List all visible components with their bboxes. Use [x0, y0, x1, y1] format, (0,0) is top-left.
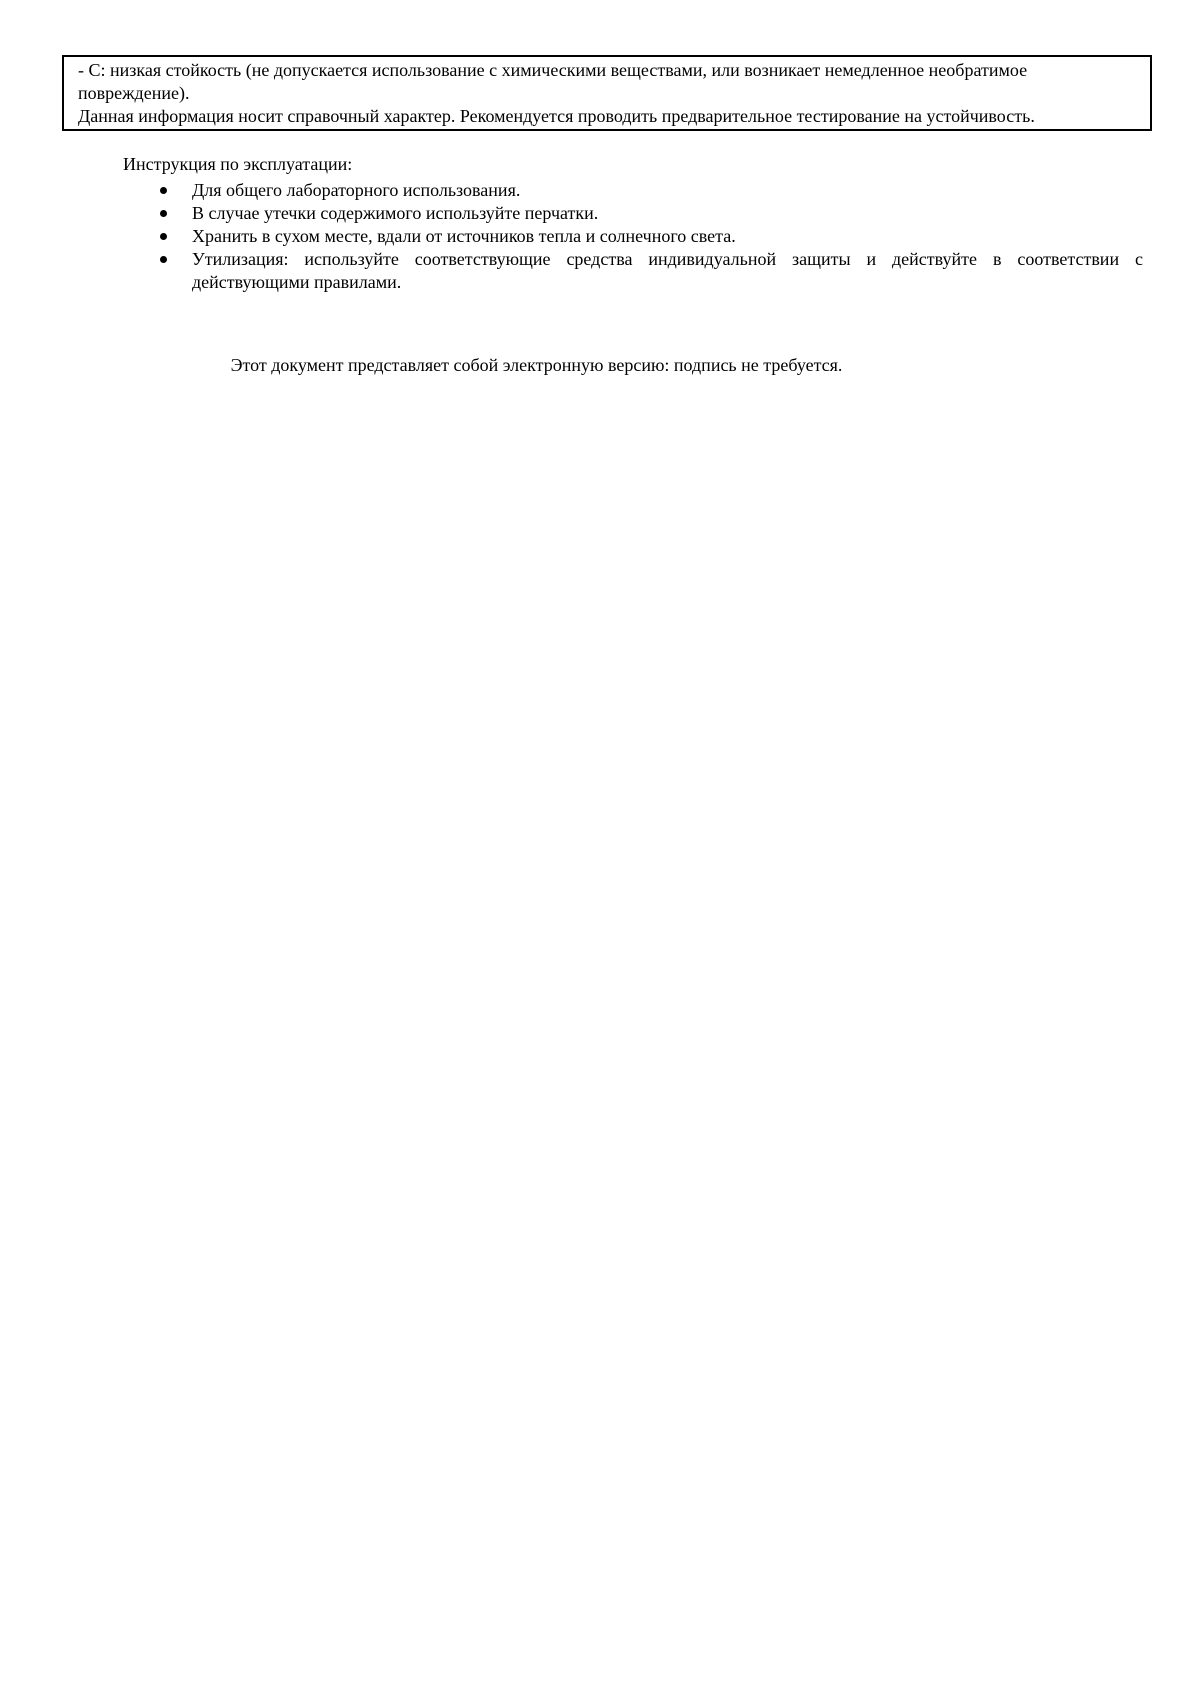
- bullet-icon: [160, 233, 167, 240]
- bullet-icon: [160, 256, 167, 263]
- bullet-text: Хранить в сухом месте, вдали от источников тепла и солнечного света.: [192, 226, 736, 246]
- electronic-version-note: Этот документ представляет собой электронную версию: подпись не требуется.: [230, 355, 843, 375]
- bullet-icon: [160, 210, 167, 217]
- bullet-text: Утилизация: используйте соответствующие средства индивидуальной защиты и действуйте в соответствии с: [192, 249, 1143, 269]
- resistance-notice-box: [62, 55, 1152, 131]
- list-item-storage: [192, 225, 1143, 248]
- instructions-heading: Инструкция по эксплуатации:: [123, 154, 353, 174]
- bullet-icon: [160, 187, 167, 194]
- instructions-list: [0, 179, 1143, 294]
- notice-paragraph-disclaimer: Данная информация носит справочный характер. Рекомендуется проводить предварительное тестирование на устойчивость.: [78, 106, 1035, 126]
- bullet-text-continued: действующими правилами.: [192, 272, 402, 292]
- bullet-text: В случае утечки содержимого используйте перчатки.: [192, 203, 599, 223]
- list-item-gloves: [192, 202, 1143, 225]
- list-item-general-use: [192, 179, 1143, 202]
- notice-paragraph-resistance: - С: низкая стойкость (не допускается использование с химическими веществами, или возникает немедленное необратимое повреждение).: [78, 60, 1028, 103]
- bullet-text: Для общего лабораторного использования.: [192, 180, 521, 200]
- list-item-disposal: [192, 248, 1143, 294]
